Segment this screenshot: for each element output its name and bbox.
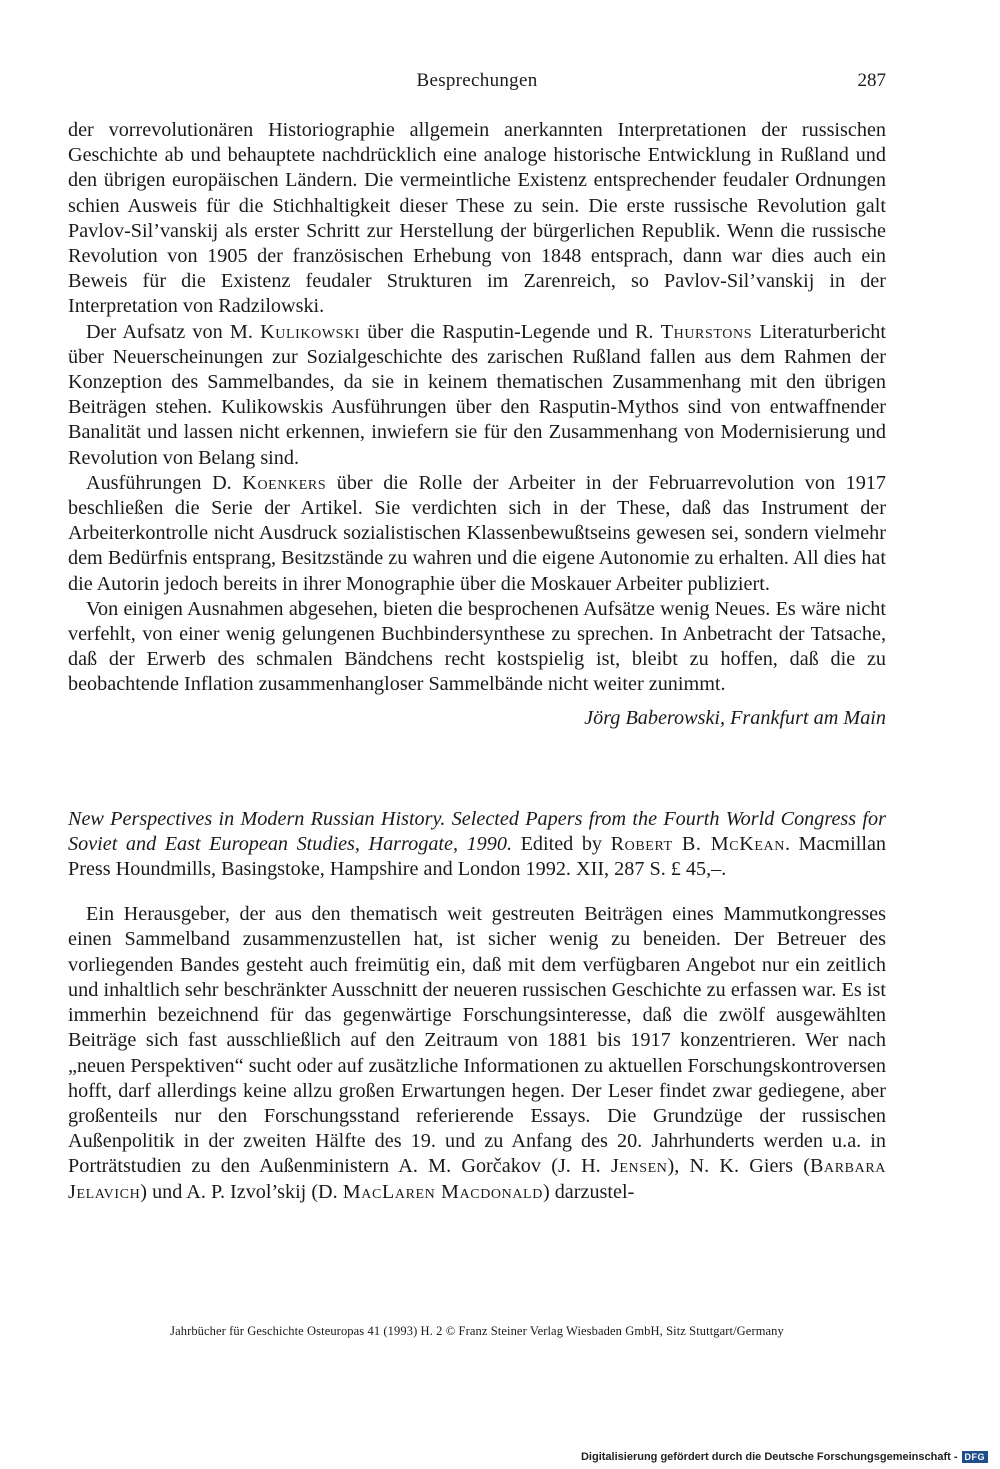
author-name: Koenkers [242, 471, 327, 494]
section-title: Besprechungen [416, 70, 538, 91]
text-span: Ausführungen D. [86, 471, 243, 494]
author-name: Barbara Jelavich [68, 1155, 886, 1203]
paragraph-3 [68, 471, 886, 597]
text-span: über die Rolle der Arbeiter in der Februarrevolution von 1917 beschließen die Serie der Artikel. Sie verdichten sich in der These, daß das Instrument der Arbeiterkontrolle nicht Ausdruck sozialistischen Klassenbewußtseins gewesen sei, sondern vielmehr dem Bedürfnis entsprang, Besitzstände zu wahren und die eigene Autonomie zu erhalten. All dies hat die Autorin jedoch bereits in ihrer Monographie über die Moskauer Arbeiter publiziert. [68, 471, 886, 595]
text-span: über die Rasputin-Legende und R. [360, 320, 661, 343]
author-name: MacLaren Macdonald [342, 1180, 543, 1203]
page-number: 287 [857, 70, 886, 91]
review-body [68, 902, 886, 1204]
text-span: Edited by [512, 832, 611, 855]
digitization-note [581, 1451, 988, 1463]
reviewer-signature: Jörg Baberowski, Frankfurt am Main [584, 706, 886, 729]
digitization-text: Digitalisierung gefördert durch die Deutsche Forschungsgemeinschaft - [580, 1451, 958, 1463]
text-span: Ein Herausgeber, der aus den thematisch weit gestreuten Beiträgen eines Mammutkongresses einen Sammelband zusammenzustellen hat, ist sicher wenig zu beneiden. Der Betreuer des vorliegenden Bandes gesteht auch freimütig ein, daß mit dem verfügbaren Angebot nur ein zeitlich und inhaltlich sehr beschränkter Ausschnitt der neueren russischen Geschichte zu erfassen war. Es ist immerhin bezeichnend für das gegenwärtige Forschungsinteresse, daß die zwölf ausgewählten Beiträge sich fast ausschließlich auf den Zeitraum von 1881 bis 1917 konzentrieren. Wer nach „neuen Perspektiven“ sucht oder auf zusätzliche Informationen zu aktuellen Forschungskontroversen hofft, darf allerdings keine allzu großen Erwartungen hegen. Der Leser findet zwar gediegene, aber großenteils nur den Forschungsstand referierende Essays. Die Grundzüge der russischen Außenpolitik in der zweiten Hälfte des 19. und zu Anfang des 20. Jahrhunderts werden u.a. in Porträtstudien zu den Außenministern A. M. Gorčakov (J. H. [68, 903, 886, 1178]
author-name: Jensen [610, 1155, 668, 1178]
page [68, 0, 886, 1469]
text-span: ) und A. P. Izvol’skij (D. [140, 1180, 343, 1203]
paragraph-2 [68, 320, 886, 471]
paragraph-4: Von einigen Ausnahmen abgesehen, bieten die besprochenen Aufsätze wenig Neues. Es wäre nicht verfehlt, von einer wenig gelungenen Buchbindersynthese zu sprechen. In Anbetracht der Tatsache, daß der Erwerb des schmalen Bändchens recht kostspielig ist, bleibt zu hoffen, daß die zu beobachtende Inflation zusammenhangloser Sammelbände nicht weiter zunimmt. [68, 597, 886, 696]
text-span: Der Aufsatz von M. [86, 320, 261, 343]
author-name: Thurstons [660, 320, 753, 343]
running-head [68, 70, 886, 96]
text-span: Literaturbericht über Neuerscheinungen zur Sozialgeschichte des zarischen Rußland fallen aus dem Rahmen der Konzeption des Sammelbandes, da sie in keinem thematischen Zusammenhang mit den übrigen Beiträgen stehen. Kulikowskis Ausführungen über den Rasputin-Mythos sind von entwaffnender Banalität und lassen nicht erkennen, inwiefern sie für den Zusammenhang von Modernisierung und Revolution von Belang sind. [68, 320, 886, 469]
dfg-logo-icon: DFG [962, 1451, 989, 1463]
body-text [68, 118, 886, 1205]
book-title: New Perspectives in Modern Russian History. Selected Papers from the Fourth World Congress for Soviet and East European Studies, Harrogate, 1990. [68, 807, 886, 855]
text-span: ), N. K. Giers ( [667, 1155, 810, 1178]
review-heading [68, 807, 886, 883]
author-name: Kulikowski [260, 320, 361, 343]
review-paragraph [68, 902, 886, 1204]
editor-name: Robert B. McKean [610, 832, 785, 855]
paragraph-1: der vorrevolutionären Historiographie allgemein anerkannten Interpretationen der russischen Geschichte ab und behauptete nachdrücklich eine analoge historische Entwicklung in Rußland und den übrigen europäischen Ländern. Die vermeintliche Existenz entsprechender feudaler Ordnungen schien Ausweis für die Stichhaltigkeit dieser These zu sein. Die erste russische Revolution galt Pavlov-Sil’vanskij als erster Schritt zur Herstellung der bürgerlichen Republik. Wenn die russische Revolution von 1905 der französischen Erhebung von 1848 entsprach, dann war dies auch ein Beweis für die Existenz feudaler Strukturen im Zarenreich, so Pavlov-Sil’vanskij in der Interpretation von Radzilowski. [68, 119, 886, 318]
journal-footer: Jahrbücher für Geschichte Osteuropas 41 (1993) H. 2 © Franz Steiner Verlag Wiesbaden GmbH, Sitz Stuttgart/Germany [170, 1324, 784, 1338]
text-span: ) darzustel- [542, 1180, 635, 1203]
publication-info: . Macmillan Press Houndmills, Basingstoke, Hampshire and London 1992. XII, 287 S. £ 45,–. [68, 832, 887, 881]
